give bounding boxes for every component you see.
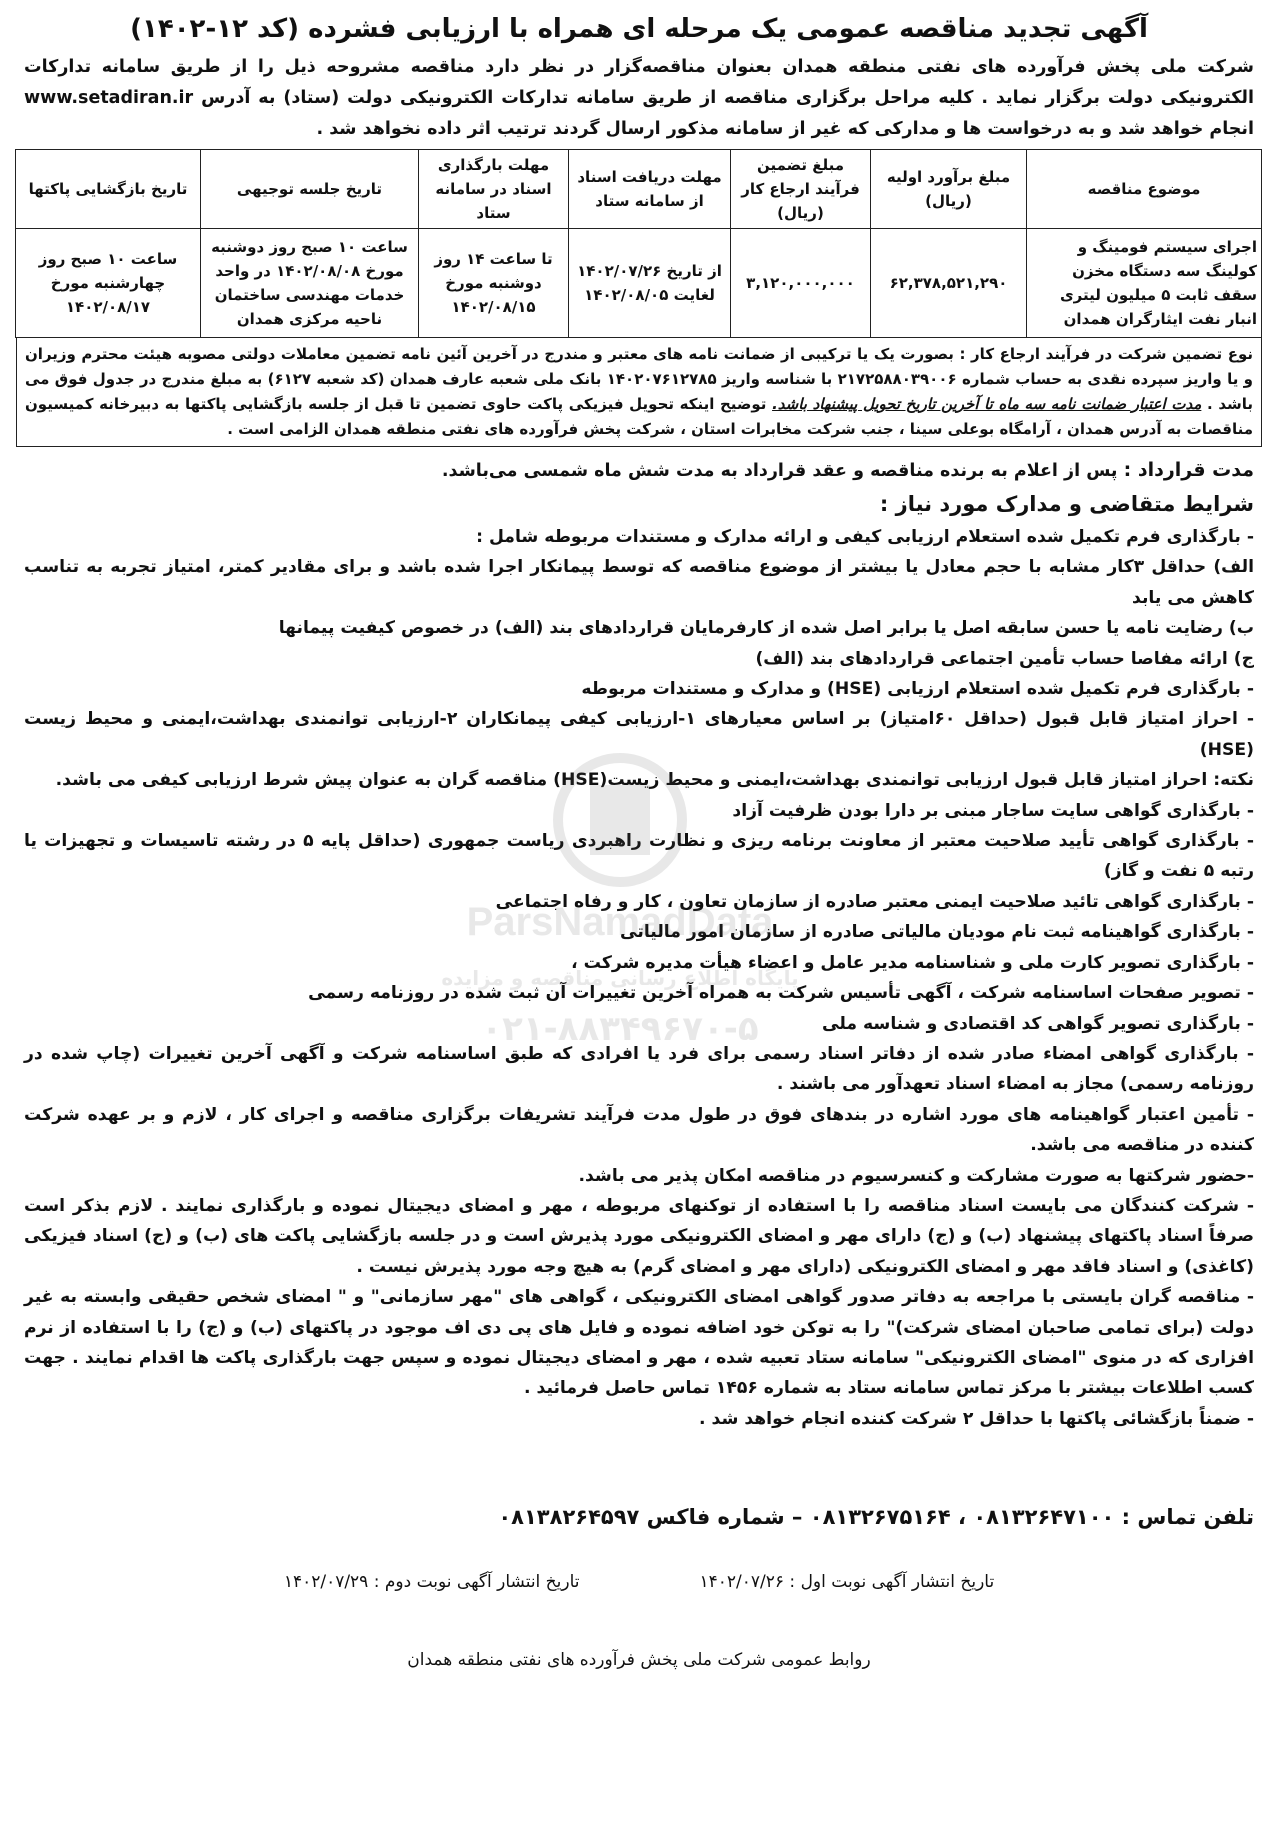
header-doc-upload: مهلت بارگذاری اسناد در سامانه ستاد — [419, 150, 569, 229]
list-item: نکته: احراز امتیاز قابل قبول ارزیابی توانمندی بهداشت،ایمنی و محیط زیست(HSE) مناقصه گران به عنوان پیش شرط ارزیابی کیفی می باشد. — [55, 770, 1254, 791]
cell-doc-upload: تا ساعت ۱۴ روز دوشنبه مورخ ۱۴۰۲/۰۸/۱۵ — [419, 229, 569, 338]
list-item: - بارگذاری گواهی امضاء صادر شده از دفاتر اسناد رسمی برای فرد یا افرادی که طبق اساسنامه شرکت و آگهی آخرین تغییرات (چاپ شده در روزنامه رسمی) مجاز به امضاء اسناد تعهدآور می باشند . — [24, 1043, 1254, 1095]
list-item: - بارگذاری گواهی تأیید صلاحیت معتبر از معاونت برنامه ریزی و نظارت راهبردی ریاست جمهوری (حداقل پایه ۵ در رشته تاسیسات و تجهیزات یا رتبه ۵ نفت و گاز) — [24, 831, 1255, 882]
intro-paragraph: شرکت ملی پخش فرآورده های نفتی منطقه همدان بعنوان مناقصه‌گزار در نظر دارد مناقصه مشروحه ذیل را از طریق سامانه تدارکات الکترونیکی دولت برگزار نماید . کلیه مراحل برگزاری مناقصه از طریق سامانه تدارکات الکترونیکی دولت (ستاد) به آدرس www.setadiran.ir انجام خواهد شد و به درخواست ها و مدارکی که غیر از سامانه مذکور ارسال گردند ترتیب اثر داده نخواهد شد . — [24, 57, 1254, 139]
cell-guarantee: ۳,۱۲۰,۰۰۰,۰۰۰ — [731, 229, 871, 338]
list-item: - بارگذاری گواهی سایت ساجار مبنی بر دارا بودن ظرفیت آزاد — [732, 800, 1254, 821]
list-item: - تصویر صفحات اساسنامه شرکت ، آگهی تأسیس شرکت به همراه آخرین تغییرات آن ثبت شده در روزنامه رسمی — [308, 983, 1254, 1004]
cell-subject: اجرای سیستم فومینگ و کولینگ سه دستگاه مخزن سقف ثابت ۵ میلیون لیتری انبار نفت ایثارگران همدان — [1027, 229, 1262, 338]
guarantee-validity: مدت اعتبار ضمانت نامه سه ماه تا آخرین تاریخ تحویل پیشنهاد باشد. — [772, 395, 1202, 413]
list-item: - بارگذاری فرم تکمیل شده استعلام ارزیابی کیفی و ارائه مدارک و مستندات مربوطه شامل : — [476, 527, 1254, 547]
list-item: - احراز امتیاز قابل قبول (حداقل ۶۰امتیاز) بر اساس معیارهای ۱-ارزیابی کیفی پیمانکاران ۲-ارزیابی توانمندی بهداشت،ایمنی و محیط زیست (HSE) — [24, 709, 1254, 760]
contract-duration — [24, 455, 1254, 486]
guarantee-delivery: توضیح اینکه تحویل فیزیکی پاکت حاوی تضمین تا قبل از جلسه بازگشایی پاکتها به دبیرخانه کمیسیون مناقصات به آدرس همدان ، آرامگاه بوعلی سینا ، جنب شرکت مخابرات استان ، شرکت پخش فرآورده های نفتی منطقه همدان الزامی است . — [25, 395, 1253, 438]
header-opening: تاریخ بازگشایی پاکتها — [16, 150, 201, 229]
header-briefing: تاریخ جلسه توجیهی — [201, 150, 419, 229]
tender-table — [15, 149, 1262, 338]
contact-line: تلفن تماس : ۰۸۱۳۲۶۴۷۱۰۰ ، ۰۸۱۳۲۶۷۵۱۶۴ – شماره فاکس ۰۸۱۳۸۲۶۴۵۹۷ — [498, 1505, 1254, 1530]
header-doc-receive: مهلت دریافت اسناد از سامانه ستاد — [569, 150, 731, 229]
list-item: - مناقصه گران بایستی با مراجعه به دفاتر صدور گواهی امضای الکترونیکی ، گواهی های "مهر سازمانی" و " امضای شخص حقیقی وابسته به غیر دولت (برای تمامی صاحبان امضای شرکت)" را به توکن خود اضافه نموده و فایل های پی دی اف موجود در پاکتهای (ب) و (ج) را با استفاده از نرم افزاری که در منوی "امضای الکترونیکی" سامانه ستاد تعبیه شده ، مهر و امضای دیجیتال نموده و سپس جهت بارگذاری پاکت ها اقدام نمایند . جهت کسب اطلاعات بیشتر با مرکز تماس سامانه ستاد به شماره ۱۴۵۶ تماس حاصل فرمائید . — [24, 1287, 1254, 1399]
list-item: -حضور شرکتها به صورت مشارکت و کنسرسیوم در مناقصه امکان پذیر می باشد. — [578, 1165, 1254, 1186]
requirements-list — [16, 522, 1262, 1434]
header-subject: موضوع مناقصه — [1027, 150, 1262, 229]
table-header-row — [16, 150, 1262, 229]
contract-text: پس از اعلام به برنده مناقصه و عقد قرارداد به مدت شش ماه شمسی می‌باشد. — [441, 461, 1118, 481]
publish-second: تاریخ انتشار آگهی نوبت دوم : ۱۴۰۲/۰۷/۲۹ — [283, 1572, 580, 1593]
list-item: - بارگذاری تصویر گواهی کد اقتصادی و شناسه ملی — [821, 1013, 1254, 1034]
header-guarantee: مبلغ تضمین فرآیند ارجاع کار (ریال) — [731, 150, 871, 229]
cell-estimate: ۶۲,۳۷۸,۵۲۱,۲۹۰ — [871, 229, 1027, 338]
header-estimate: مبلغ برآورد اولیه (ریال) — [871, 150, 1027, 229]
cell-briefing: ساعت ۱۰ صبح روز دوشنبه مورخ ۱۴۰۲/۰۸/۰۸ در واحد خدمات مهندسی ساختمان ناحیه مرکزی همدان — [201, 229, 419, 338]
list-item: الف) حداقل ۳کار مشابه با حجم معادل یا بیشتر از موضوع مناقصه که توسط پیمانکار اجرا شده باشد و برای مقادیر کمتر، امتیاز تجربه به تناسب کاهش می یابد — [24, 557, 1254, 608]
list-item: ب) رضایت نامه یا حسن سابقه اصل یا برابر اصل شده از کارفرمایان قراردادهای بند (الف) در خصوص کیفیت پیمانها — [278, 618, 1254, 639]
table-row — [16, 229, 1262, 338]
publish-first: تاریخ انتشار آگهی نوبت اول : ۱۴۰۲/۰۷/۲۶ — [699, 1572, 995, 1593]
cell-doc-receive: از تاریخ ۱۴۰۲/۰۷/۲۶ لغایت ۱۴۰۲/۰۸/۰۵ — [569, 229, 731, 338]
list-item: - بارگذاری فرم تکمیل شده استعلام ارزیابی (HSE) و مدارک و مستندات مربوطه — [581, 679, 1254, 700]
list-item: - بارگذاری تصویر کارت ملی و شناسنامه مدیر عامل و اعضاء هیأت مدیره شرکت ، — [571, 952, 1254, 973]
list-item: - بارگذاری گواهی تائید صلاحیت ایمنی معتبر صادره از سازمان تعاون ، کار و رفاه اجتماعی — [495, 891, 1254, 912]
contract-label: مدت قرارداد : — [1123, 459, 1254, 481]
list-item: ج) ارائه مفاصا حساب تأمین اجتماعی قراردادهای بند (الف) — [755, 648, 1254, 669]
list-item: - شرکت کنندگان می بایست اسناد مناقصه را با استفاده از توکنهای مربوطه ، مهر و امضای دیجیتال نموده و بارگذاری نمایند . لازم بذکر است صرفاً اسناد پاکتهای پیشنهاد (ب) و (ج) دارای مهر و امضای الکترونیکی مورد پذیرش است و در جلسه بازگشایی پاکت های (ب) و (ج) اسناد فیزیکی (کاغذی) و اسناد فاقد مهر و امضای الکترونیکی (دارای مهر و امضای گرم) به هیچ وجه مورد پذیرش نیست . — [24, 1195, 1254, 1277]
watermark-phone: ۰۲۱-۸۸۳۴۹۶۷۰-۵ — [481, 1009, 759, 1049]
notice-title: آگهی تجدید مناقصه عمومی یک مرحله ای همراه با ارزیابی فشرده (کد ۱۲-۱۴۰۲) — [130, 14, 1148, 44]
guarantee-box — [16, 338, 1262, 447]
requirements-heading: شرایط متقاضی و مدارک مورد نیاز : — [879, 492, 1254, 516]
publish-dates — [16, 1572, 1262, 1592]
list-item: - ضمناً بازگشائی پاکتها با حداقل ۲ شرکت کننده انجام خواهد شد . — [699, 1408, 1254, 1429]
watermark-brand: ParsNamadData — [466, 900, 774, 944]
list-item: - بارگذاری گواهینامه ثبت نام مودیان مالیاتی صادره از سازمان امور مالیاتی — [620, 922, 1254, 943]
list-item: - تأمین اعتبار گواهینامه های مورد اشاره در بندهای فوق در طول مدت فرآیند تشریفات برگزاری مناقصه و اجرای کار ، لازم و بر عهده شرکت کننده در مناقصه می باشد. — [24, 1104, 1254, 1156]
cell-opening: ساعت ۱۰ صبح روز چهارشنبه مورخ ۱۴۰۲/۰۸/۱۷ — [16, 229, 201, 338]
watermark-line1: پایگاه اطلاع رسانی مناقصه و مزایده — [441, 966, 799, 990]
footer-signature: روابط عمومی شرکت ملی پخش فرآورده های نفتی منطقه همدان — [407, 1650, 871, 1671]
guarantee-text: نوع تضمین شرکت در فرآیند ارجاع کار : بصورت یک یا ترکیبی از ضمانت نامه های معتبر و مندرج در آخرین آئین نامه تضمین معاملات دولتی مصوبه هیئت محترم وزیران و یا واریز سپرده نقدی به حساب شماره ۲۱۷۲۵۸۸۰۳۹۰۰۶ با شناسه واریز ۱۴۰۲۰۷۶۱۲۷۸۵ بانک ملی شعبه عارف همدان (کد شعبه ۶۱۲۷) به مبلغ مندرج در جدول فوق می باشد . — [25, 345, 1254, 413]
